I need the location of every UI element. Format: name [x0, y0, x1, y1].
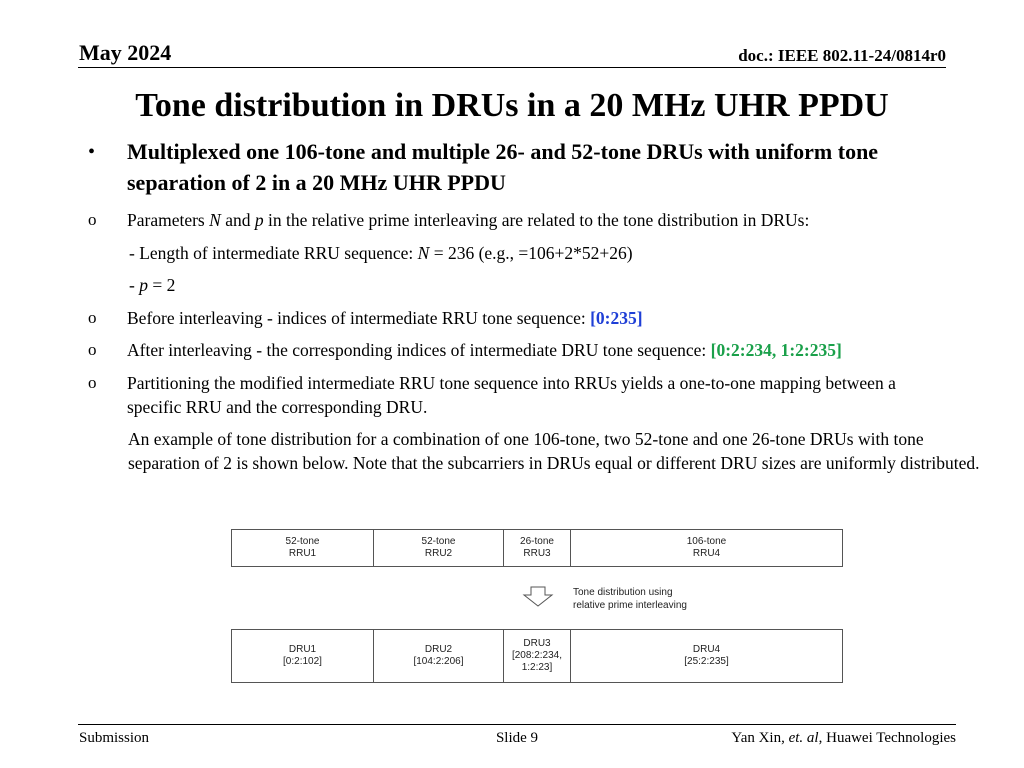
example-paragraph: An example of tone distribution for a combination of one 106-tone, two 52-tone and one 26-tone DRUs with tone separation of 2 is shown below. Note that the subcarriers in DRUs equal or different DRU sizes are uniformly distributed. — [128, 429, 980, 473]
main-bullet-text: Multiplexed one 106-tone and multiple 26- and 52-tone DRUs with uniform tone separation of 2 in a 20 MHz UHR PPDU — [127, 139, 879, 195]
rru-label: RRU3 — [523, 548, 551, 559]
footer-slide-number: Slide 9 — [495, 730, 539, 746]
dru-cell — [571, 630, 842, 682]
rru-cell — [504, 530, 571, 566]
var-p: p — [139, 275, 148, 295]
header-doc-id: doc.: IEEE 802.11-24/0814r0 — [738, 46, 946, 65]
text-span: - Length of intermediate RRU sequence: — [129, 243, 418, 263]
dru-range: [104:2:206] — [413, 656, 464, 667]
text-span: = 2 — [147, 275, 176, 295]
sub-bullet-before — [127, 306, 987, 330]
bullet-marker: • — [88, 141, 96, 163]
footer-author — [731, 729, 956, 747]
dash-item-length — [129, 241, 633, 265]
var-n: N — [209, 210, 221, 230]
rru-size: 106-tone — [686, 536, 727, 547]
dru-row — [231, 629, 843, 683]
dru-label: DRU3 — [523, 638, 551, 649]
rru-cell — [571, 530, 842, 566]
footer-submission: Submission — [79, 730, 150, 746]
rru-label: RRU2 — [424, 548, 453, 559]
arrow-label-line: relative prime interleaving — [573, 600, 687, 611]
dru-cell — [504, 630, 571, 682]
text-span: , Huawei Technologies — [818, 730, 956, 746]
rru-cell — [232, 530, 374, 566]
dru-label: DRU1 — [288, 644, 317, 655]
dru-cell — [374, 630, 504, 682]
arrow-label — [573, 586, 713, 612]
sub-bullet-marker: o — [88, 340, 97, 359]
footer-divider — [78, 724, 956, 725]
rru-index-range: [0:235] — [590, 308, 643, 328]
var-n: N — [417, 243, 430, 263]
rru-size: 52-tone — [421, 536, 456, 547]
sub-bullet-after — [127, 338, 987, 362]
sub-bullet-partitioning: Partitioning the modified intermediate RRU tone sequence into RRUs yields a one-to-one mapping between a specific RRU and the corresponding DRU. — [127, 373, 896, 417]
dru-label: DRU2 — [424, 644, 453, 655]
down-arrow-icon — [522, 586, 554, 608]
sub-bullet-parameters — [127, 208, 987, 232]
header-date: May 2024 — [79, 40, 172, 65]
text-span: Parameters — [127, 210, 210, 230]
dru-range: [0:2:102] — [283, 656, 322, 667]
dash-item-p — [129, 273, 175, 297]
rru-label: RRU4 — [692, 548, 721, 559]
text-span: - — [129, 275, 140, 295]
sub-bullet-marker: o — [88, 210, 97, 229]
rru-row — [231, 529, 843, 567]
dru-index-range: [0:2:234, 1:2:235] — [710, 340, 842, 360]
text-span: Yan Xin, — [731, 730, 789, 746]
text-span: = 236 (e.g., =106+2*52+26) — [429, 243, 633, 263]
sub-bullet-marker: o — [88, 308, 97, 327]
var-p: p — [254, 210, 264, 230]
dru-range: [25:2:235] — [684, 656, 729, 667]
slide-title: Tone distribution in DRUs in a 20 MHz UHR PPDU — [135, 87, 889, 124]
rru-label: RRU1 — [288, 548, 317, 559]
sub-bullet-marker: o — [88, 373, 97, 392]
rru-cell — [374, 530, 504, 566]
dru-range: 1:2:23] — [521, 662, 553, 673]
text-span: in the relative prime interleaving are related to the tone distribution in DRUs: — [263, 210, 810, 230]
header-divider — [78, 67, 946, 68]
arrow-label-line: Tone distribution using — [573, 587, 673, 598]
dru-label: DRU4 — [692, 644, 721, 655]
rru-size: 26-tone — [520, 536, 554, 547]
text-span: and — [220, 210, 255, 230]
text-span: After interleaving - the corresponding indices of intermediate DRU tone sequence: — [127, 340, 711, 360]
dru-range: [208:2:234, — [511, 650, 563, 661]
text-span: Before interleaving - indices of intermediate RRU tone sequence: — [127, 308, 591, 328]
rru-size: 52-tone — [285, 536, 320, 547]
dru-cell — [232, 630, 374, 682]
text-span: et. al — [788, 730, 819, 746]
